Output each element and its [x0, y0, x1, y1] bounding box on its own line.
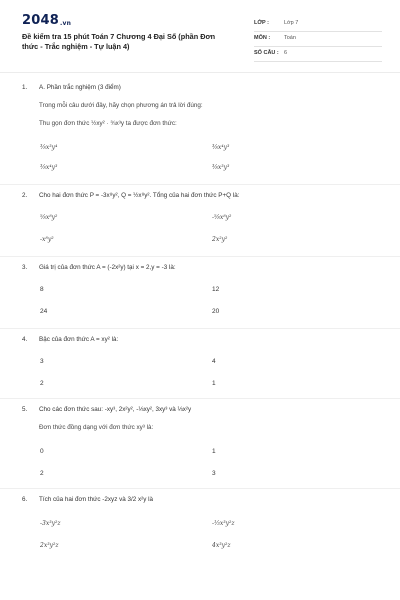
- option-d[interactable]: 1: [212, 380, 216, 387]
- question-number: 6.: [22, 496, 28, 503]
- meta-row-class: [254, 17, 382, 32]
- question-text: Giá trị của đơn thức A = (-2x²y) tại x = 2,y = -3 là:: [39, 264, 176, 271]
- question-text: Bậc của đơn thức A = xy² là:: [39, 336, 119, 343]
- question-prompt: Thu gọn đơn thức ½xy² · ¾x³y ta được đơn thức:: [39, 120, 177, 127]
- option-c[interactable]: ⅜x⁴y³: [40, 164, 58, 171]
- question-prompt: Đơn thức đồng dạng với đơn thức xy³ là:: [39, 424, 154, 431]
- question-number: 5.: [22, 406, 28, 413]
- option-b[interactable]: 12: [212, 286, 220, 293]
- option-d[interactable]: 20: [212, 308, 220, 315]
- option-d[interactable]: ⅜x³y³: [212, 164, 230, 171]
- meta-key: MÔN :: [254, 35, 271, 41]
- question-separator: [0, 398, 400, 399]
- option-a[interactable]: -3x³y²z: [40, 520, 61, 527]
- option-a[interactable]: 0: [40, 448, 44, 455]
- question-text: A. Phần trắc nghiệm (3 điểm): [39, 84, 121, 91]
- option-b[interactable]: 1: [212, 448, 216, 455]
- question-separator: [0, 256, 400, 257]
- option-d[interactable]: 3: [212, 470, 216, 477]
- option-a[interactable]: 8: [40, 286, 44, 293]
- question-separator: [0, 184, 400, 185]
- quiz-meta: [254, 17, 382, 62]
- meta-value: 6: [284, 50, 288, 56]
- question-number: 3.: [22, 264, 28, 271]
- quiz-title: Đề kiểm tra 15 phút Toán 7 Chương 4 Đại Số (phần Đơn thức - Trắc nghiệm - Tự luận 4): [22, 32, 216, 51]
- question-text: Tích của hai đơn thức -2xyz và 3/2 x²y là: [39, 496, 154, 503]
- header-divider: [0, 72, 400, 73]
- question-text: Cho các đơn thức sau: -xy³, 2x²y², -⅓xy², 3xy³ và ⅓x²y: [39, 406, 192, 413]
- option-c[interactable]: -x⁸y²: [40, 236, 54, 243]
- option-a[interactable]: ⅝x⁸y²: [40, 214, 58, 221]
- option-c[interactable]: 2: [40, 380, 44, 387]
- question-number: 2.: [22, 192, 28, 199]
- page-header: [0, 0, 400, 70]
- question-number: 4.: [22, 336, 28, 343]
- question-number: 1.: [22, 84, 28, 91]
- option-c[interactable]: 2: [40, 470, 44, 477]
- option-c[interactable]: 24: [40, 308, 48, 315]
- option-c[interactable]: 2x³y²z: [40, 542, 59, 549]
- question-separator: [0, 488, 400, 489]
- meta-row-count: [254, 47, 382, 62]
- meta-row-subject: [254, 32, 382, 47]
- option-b[interactable]: 4: [212, 358, 216, 365]
- option-a[interactable]: 3: [40, 358, 44, 365]
- option-d[interactable]: 2x²y²: [212, 236, 228, 243]
- option-b[interactable]: -⅓x³y²z: [212, 520, 235, 527]
- question-instruction: Trong mỗi câu dưới đây, hãy chọn phương án trả lời đúng:: [39, 102, 203, 109]
- question-text: Cho hai đơn thức P = -3x⁸y², Q = ½x⁸y². Tổng của hai đơn thức P+Q là:: [39, 192, 240, 199]
- site-logo[interactable]: 2048.vn: [22, 13, 72, 28]
- meta-value: Lớp 7: [284, 20, 299, 26]
- meta-key: LỚP :: [254, 20, 269, 26]
- option-b[interactable]: ⅜x⁴y³: [212, 144, 230, 151]
- meta-value: Toán: [284, 35, 296, 41]
- meta-key: SỐ CÂU :: [254, 50, 279, 56]
- option-a[interactable]: ⅜x³y⁴: [40, 144, 58, 151]
- option-b[interactable]: -⅝x⁸y²: [212, 214, 232, 221]
- option-d[interactable]: 4x³y²z: [212, 542, 231, 549]
- question-separator: [0, 328, 400, 329]
